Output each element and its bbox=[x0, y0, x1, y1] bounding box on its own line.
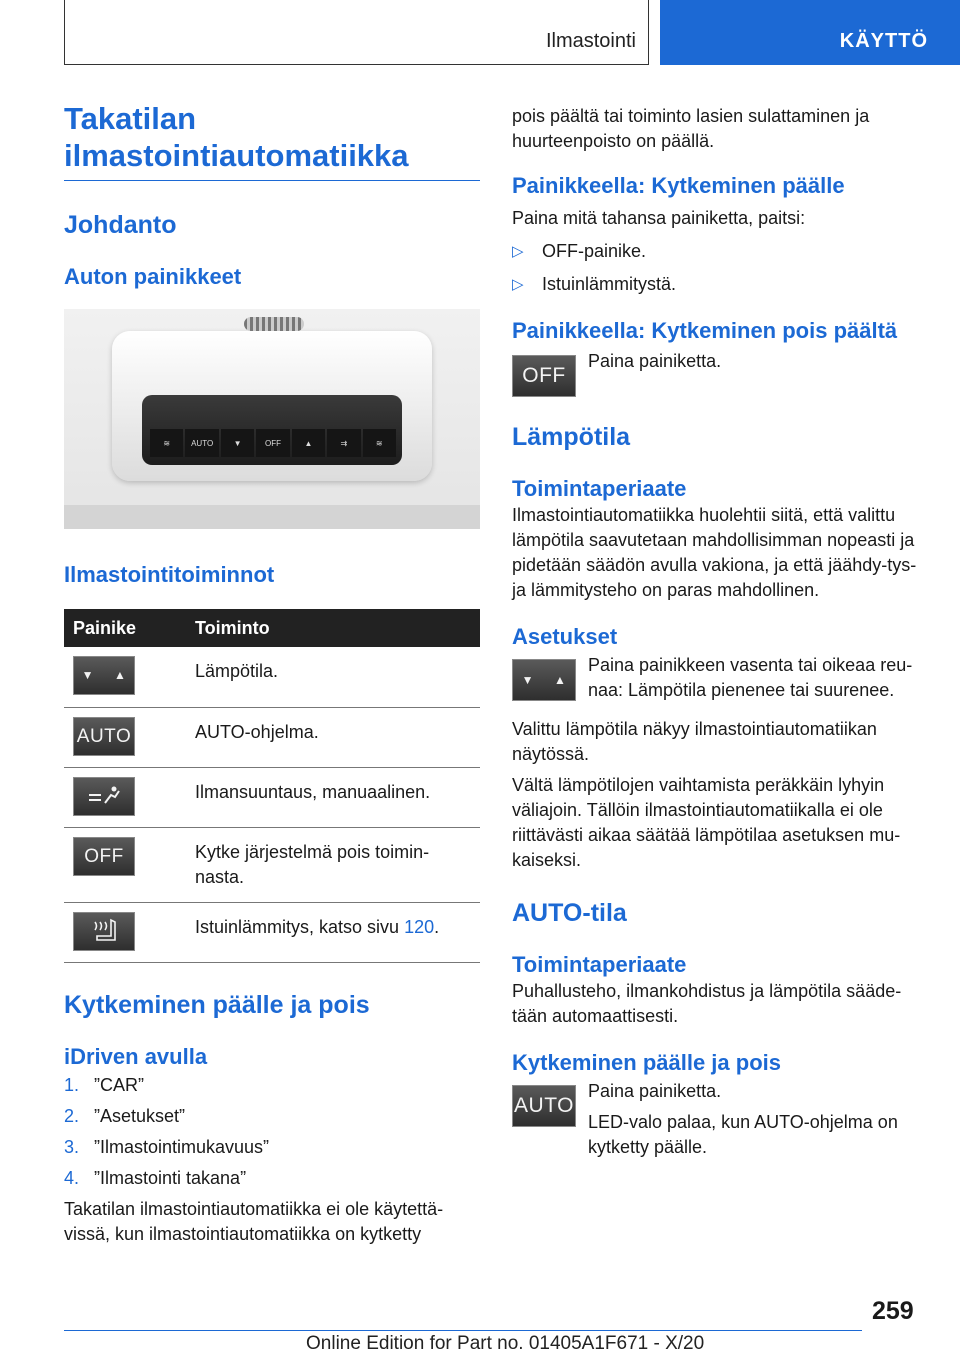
table-row bbox=[64, 767, 480, 827]
heading-principle: Toimintaperiaate bbox=[512, 476, 687, 501]
functions-table bbox=[64, 609, 480, 963]
header-section-title: Ilmastointi bbox=[545, 30, 636, 52]
table-header-function: Toiminto bbox=[186, 609, 480, 647]
footer-edition: Online Edition for Part no. 01405A1F671 - X/20 bbox=[306, 1333, 705, 1354]
heading-switch-off: Painikkeella: Kytkeminen pois päältä bbox=[512, 318, 898, 343]
control-panel-photo bbox=[64, 309, 480, 529]
photo-key-down: ▼ bbox=[221, 429, 254, 457]
table-cell-text: Ilmansuuntaus, manuaalinen. bbox=[186, 767, 480, 827]
triangle-bullet-icon: ▷ bbox=[512, 276, 524, 293]
temperature-key-row bbox=[512, 653, 924, 703]
auto-key-icon: AUTO bbox=[73, 717, 135, 756]
paragraph-press-off: Paina painiketta. bbox=[588, 351, 722, 371]
heading-switch-on: Painikkeella: Kytkeminen päälle bbox=[512, 173, 845, 198]
off-key-icon: OFF bbox=[512, 355, 576, 397]
footer-divider bbox=[64, 1330, 862, 1331]
air-distribution-svg bbox=[87, 785, 121, 807]
photo-key-air: ⇉ bbox=[327, 429, 360, 457]
air-distribution-icon bbox=[73, 777, 135, 816]
photo-base bbox=[64, 505, 480, 529]
paragraph-unavailable: Takatilan ilmastointiautomatiikka ei ole käytettä-vissä, kun ilmastointiautomatiikka on kytketty bbox=[64, 1198, 444, 1244]
idrive-steps bbox=[64, 1073, 480, 1191]
heading-switch: Kytkeminen päälle ja pois bbox=[64, 990, 370, 1019]
auto-key-icon: AUTO bbox=[512, 1085, 576, 1127]
photo-key-off: OFF bbox=[256, 429, 289, 457]
photo-key-seat-right: ≋ bbox=[363, 429, 396, 457]
list-item: 3. ”Ilmastointimukavuus” bbox=[64, 1136, 270, 1157]
table-header-row bbox=[64, 609, 480, 647]
heading-functions: Ilmastointitoiminnot bbox=[64, 562, 275, 587]
heading-intro: Johdanto bbox=[64, 211, 177, 239]
photo-vent-grille bbox=[244, 317, 304, 331]
temperature-keys-icon: ▼ ▲ bbox=[512, 659, 576, 701]
table-cell-text: Istuinlämmitys, katso sivu 120. bbox=[186, 902, 480, 962]
heading-temperature: Lämpötila bbox=[512, 423, 631, 451]
list-item: ▷ Istuinlämmitystä. bbox=[512, 272, 924, 297]
table-cell-text: Kytke järjestelmä pois toimin-nasta. bbox=[186, 827, 480, 902]
page-link-120[interactable]: 120 bbox=[404, 916, 435, 937]
list-item: 1. ”CAR” bbox=[64, 1074, 144, 1095]
table-header-button: Painike bbox=[64, 609, 186, 647]
table-row bbox=[64, 827, 480, 902]
paragraph-avoid: Vältä lämpötilojen vaihtamista peräkkäin lyhyin väliajoin. Tällöin ilmastointiautomatiikalla ei ole riittävästi aikaa säätää lämpötilaa asetuksen mu-kaiseksi. bbox=[512, 775, 901, 870]
photo-key-auto: AUTO bbox=[185, 429, 218, 457]
temperature-keys-icon: ▼ ▲ bbox=[73, 656, 135, 695]
seat-heating-icon bbox=[73, 912, 135, 951]
paragraph-principle: Ilmastointiautomatiikka huolehtii siitä, että valittu lämpötila saavutetaan mahdollisimman nopeasti ja pidetään säädön avulla vakiona, ja että jäähdy-tys- ja lämmitysteho on paras mahdollinen. bbox=[512, 505, 917, 600]
heading-idrive: iDriven avulla bbox=[64, 1043, 208, 1069]
exceptions-list bbox=[512, 239, 924, 297]
table-row bbox=[64, 902, 480, 962]
table-cell-text: Lämpötila. bbox=[186, 647, 480, 707]
auto-key-row bbox=[512, 1079, 924, 1160]
table-cell-text: AUTO-ohjelma. bbox=[186, 707, 480, 767]
left-column bbox=[64, 100, 480, 1247]
paragraph-led: LED-valo palaa, kun AUTO-ohjelma on kytketty päälle. bbox=[588, 1112, 898, 1157]
seat-heating-svg bbox=[89, 918, 119, 944]
photo-key-up: ▲ bbox=[292, 429, 325, 457]
heading-settings: Asetukset bbox=[512, 624, 618, 649]
photo-keys bbox=[150, 429, 396, 457]
header-section-box bbox=[64, 0, 649, 65]
page-title: Takatilan ilmastointiautomatiikka bbox=[64, 100, 480, 181]
paragraph-press-auto: Paina painiketta. bbox=[588, 1081, 722, 1101]
list-item: 2. ”Asetukset” bbox=[64, 1105, 186, 1126]
heading-car-buttons: Auton painikkeet bbox=[64, 264, 242, 289]
table-row bbox=[64, 707, 480, 767]
heading-principle-auto: Toimintaperiaate bbox=[512, 952, 687, 977]
heading-auto-mode: AUTO-tila bbox=[512, 899, 627, 927]
paragraph-settings: Paina painikkeen vasenta tai oikeaa reu-naa: Lämpötila pienenee tai suurenee. bbox=[588, 655, 913, 700]
triangle-bullet-icon: ▷ bbox=[512, 243, 524, 260]
photo-key-seat-left: ≋ bbox=[150, 429, 183, 457]
header-chapter-tab bbox=[660, 0, 960, 65]
page-number: 259 bbox=[872, 1297, 914, 1325]
paragraph-display: Valittu lämpötila näkyy ilmastointiautomatiikan näytössä. bbox=[512, 719, 877, 764]
off-key-icon: OFF bbox=[73, 837, 135, 876]
paragraph-auto-principle: Puhallusteho, ilmankohdistus ja lämpötila sääde-tään automaattisesti. bbox=[512, 981, 902, 1026]
right-column bbox=[512, 100, 924, 1160]
table-row bbox=[64, 647, 480, 707]
off-key-row bbox=[512, 349, 924, 397]
paragraph-continued: pois päältä tai toiminto lasien sulattaminen ja huurteenpoisto on päällä. bbox=[512, 106, 870, 151]
header-chapter-title: KÄYTTÖ bbox=[839, 30, 928, 52]
paragraph-switch-on: Paina mitä tahansa painiketta, paitsi: bbox=[512, 208, 806, 228]
heading-auto-switch: Kytkeminen päälle ja pois bbox=[512, 1050, 781, 1075]
list-item: 4. ”Ilmastointi takana” bbox=[64, 1167, 247, 1188]
list-item: ▷ OFF-painike. bbox=[512, 239, 924, 264]
